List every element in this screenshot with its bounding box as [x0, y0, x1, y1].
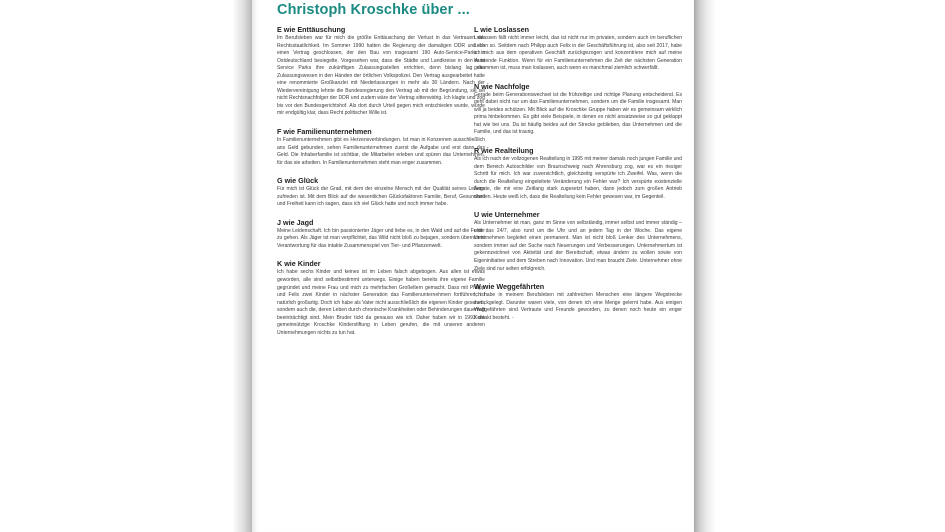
- document-page: [252, 0, 695, 532]
- section-loslassen: [474, 25, 682, 73]
- left-column: [277, 25, 485, 346]
- section-heading: J wie Jagd: [277, 217, 314, 227]
- section-heading: G wie Glück: [277, 176, 319, 186]
- section-enttaeuschung: [277, 25, 485, 118]
- section-heading: U wie Unternehmer: [474, 210, 540, 220]
- section-body: Loslassen fällt nicht immer leicht, das ist nicht nur im privaten, sondern auch im beruflichen Leben so. Seitdem nach Philipp auch Felix in der Geschäftsführung ist, also seit 2017, habe ich mich aus dem operativen Geschäft zurückgezogen und konzentriere mich auf meine beratende Funktion. Wenn für ein Familienunternehmen die Zeit der nächsten Generation gekommen ist, muss man loslassen, auch wenn es manchmal ziemlich schwerfällt.: [474, 35, 682, 72]
- page-left-shadow: [232, 0, 252, 532]
- section-kinder: [277, 259, 485, 337]
- section-body: Als Unternehmer ist man, ganz im Sinne von selbständig, immer selbst und immer ständig – und das 24/7, also rund um die Uhr und an jedem Tag in der Woche. Das eigene Unternehmen begleitet einen permanent. Man ist nicht bloß Lenker des Unternehmens, sondern immer auf der Suche nach Neuerungen und Verbesserungen. Unternehmertum ist gekennzeichnet von Aktivität und der Bereitschaft, etwas ändern zu wollen sowie von Eigeninitiative und dem Streben nach Innovation. Und man braucht Ziele. Unternehmer ohne Ziele sind nur selten erfolgreich.: [474, 220, 682, 272]
- section-body: Ich habe in meinem Berufsleben mit zahlreichen Menschen eine längere Wegstrecke zurückgelegt. Darunter waren viele, von denen ich eine Menge gelernt habe. Aus einigen Weggefährten sind Vertraute und Freunde geworden, zu denen noch heute ein enger Kontakt besteht. ◦: [474, 292, 682, 321]
- section-familienunternehmen: [277, 127, 485, 167]
- section-jagd: [277, 218, 485, 251]
- section-body: Als ich nach der vollzogenen Realteilung in 1995 mit meiner damals noch jungen Familie und dem Bereich Autoschilder von Braunschweig nach Ahrensburg zog, war es ein riesiger Schritt für mich. Ich war zuversichtlich, gleichzeitig verspürte ich Zweifel. Was, wenn die durch die Realteilung eingeleitete Veränderung ein Fehler war? Ich verspürte existenzielle Ängste, die mir eine Zeitlang stark zugesetzt haben, dann jedoch zum großen Antrieb wurden. Heute weiß ich, dass die Realteilung kein Fehler gewesen war, im Gegenteil.: [474, 156, 682, 200]
- section-body: Ich habe sechs Kinder und keines ist im Leben falsch abgebogen. Aus allen ist etwas geworden, alle sind selbstbestimmt unterwegs. Einige haben bereits ihre eigene Familie gegründet und meine Frau und mich zu mehrfachen Großeltern gemacht. Dass mit Philipp und Felix zwei Kinder in nächster Generation das Familienunternehmen fortführen, ist natürlich großartig. Doch ich habe als Vater nicht ausschließlich die eigenen Kinder gesehen, sondern auch die, deren Leben durch chronische Krankheiten oder Behinderungen dauerhaft beeinträchtigt sind. Mein Bruder tickt da genauso wie ich. Daher haben wir in 1993 die gemeinnützige Kroschke Kinderstiftung in Leben gerufen, die mit unseren anderen Unternehmungen nichts zu tun hat.: [277, 269, 485, 336]
- section-heading: W wie Weggefährten: [474, 282, 545, 292]
- section-unternehmer: [474, 210, 682, 273]
- page-title: Christoph Kroschke über ...: [277, 2, 470, 18]
- section-body: Meine Leidenschaft. Ich bin passionierter Jäger und liebe es, in den Wald und auf die Felder zu gehen. Als Jäger ist man verpflichtet, das Wild nicht bloß zu bejagen, sondern übernimmt Verantwortung für das intakte Zusammenspiel von Tier- und Pflanzenwelt.: [277, 227, 485, 249]
- section-body: Im Berufsleben war für mich die größte Enttäuschung der Verlust in das Vertrauen der Rechtsstaatlichkeit. Im Sommer 1990 hatten die Regierung der damaligen DDR und ich einen Vertrag geschlossen, der den Bau von insgesamt 190 Auto-Service-Parks in Ostdeutschland besiegelte. Vorgesehen war, dass die Städte und Landkreise in den Auto Service Parks ihre zukünftigen Zulassungsstellen errichten, denn bislang lag das Zulassungswesen in den Händen der örtlichen Volkspolizei. Den Vertrag ausgearbeitet hatte eine renommierte Großkanzlei mit Niederlassungen in mehr als 30 Ländern. Nach der Wiedervereinigung lehnte die Bundesregierung den Vertrag ab mit der Begründung, sie sei nicht Rechtsnachfolger der DDR und zudem wäre der Vertrag sittenwidrig. Ich klagte und zog bis vor den Bundesgerichtshof. Als dort durch Urteil gegen mich entschieden wurde, wurde mir endgültig klar, dass Recht politischer Wille ist.: [277, 35, 485, 117]
- section-heading: F wie Familienunternehmen: [277, 127, 372, 137]
- section-weggefaehrten: [474, 282, 682, 322]
- section-heading: E wie Enttäuschung: [277, 25, 346, 34]
- section-heading: R wie Realteilung: [474, 146, 534, 156]
- page-right-edge-shadow: [694, 0, 716, 532]
- section-body: Für mich ist Glück der Grad, mit dem der einzelne Mensch mit der Qualität seines Lebens zufrieden ist. Mit dem Blick auf die wesentlichen Glücksfaktoren Familie, Beruf, Gesundheit und Freiheit kann ich sagen, dass ich viel Glück hatte und noch immer habe.: [277, 186, 485, 208]
- section-heading: N wie Nachfolge: [474, 81, 530, 91]
- section-glueck: [277, 176, 485, 209]
- section-heading: K wie Kinder: [277, 259, 321, 269]
- section-body: In Familienunternehmen gibt es Herzensverbindungen. Ist man in Konzernen ausschließlich ans Geld gebunden, sehen Familienunternehmen zuerst die Aufgabe und erst dann das Geld. Die Inhaberfamilie ist sichtbar, die Mitarbeiter erleben und spüren das Unternehmen, für das sie arbeiten. In Familienunternehmen steht man enger zusammen.: [277, 137, 485, 166]
- section-nachfolge: [474, 82, 682, 137]
- right-column: [474, 25, 682, 331]
- section-realteilung: [474, 146, 682, 201]
- section-body: Gerade beim Generationswechsel ist die frühzeitige und richtige Planung entscheidend. Es geht dabei nicht nur um das Familienunternehmen, sondern um die Familie insgesamt. Man will ja beides schützen. Mit Blick auf die Kroschke Gruppe haben wir es gemeinsam wirklich prima hinbekommen. Es gibt viele Beispiele, in denen es nicht ansatzweise so gut geklappt hat wie bei uns. Da ist häufig beides auf der Strecke geblieben, das Unternehmen und die Familie, und das ist traurig.: [474, 91, 682, 136]
- section-heading: L wie Loslassen: [474, 25, 529, 34]
